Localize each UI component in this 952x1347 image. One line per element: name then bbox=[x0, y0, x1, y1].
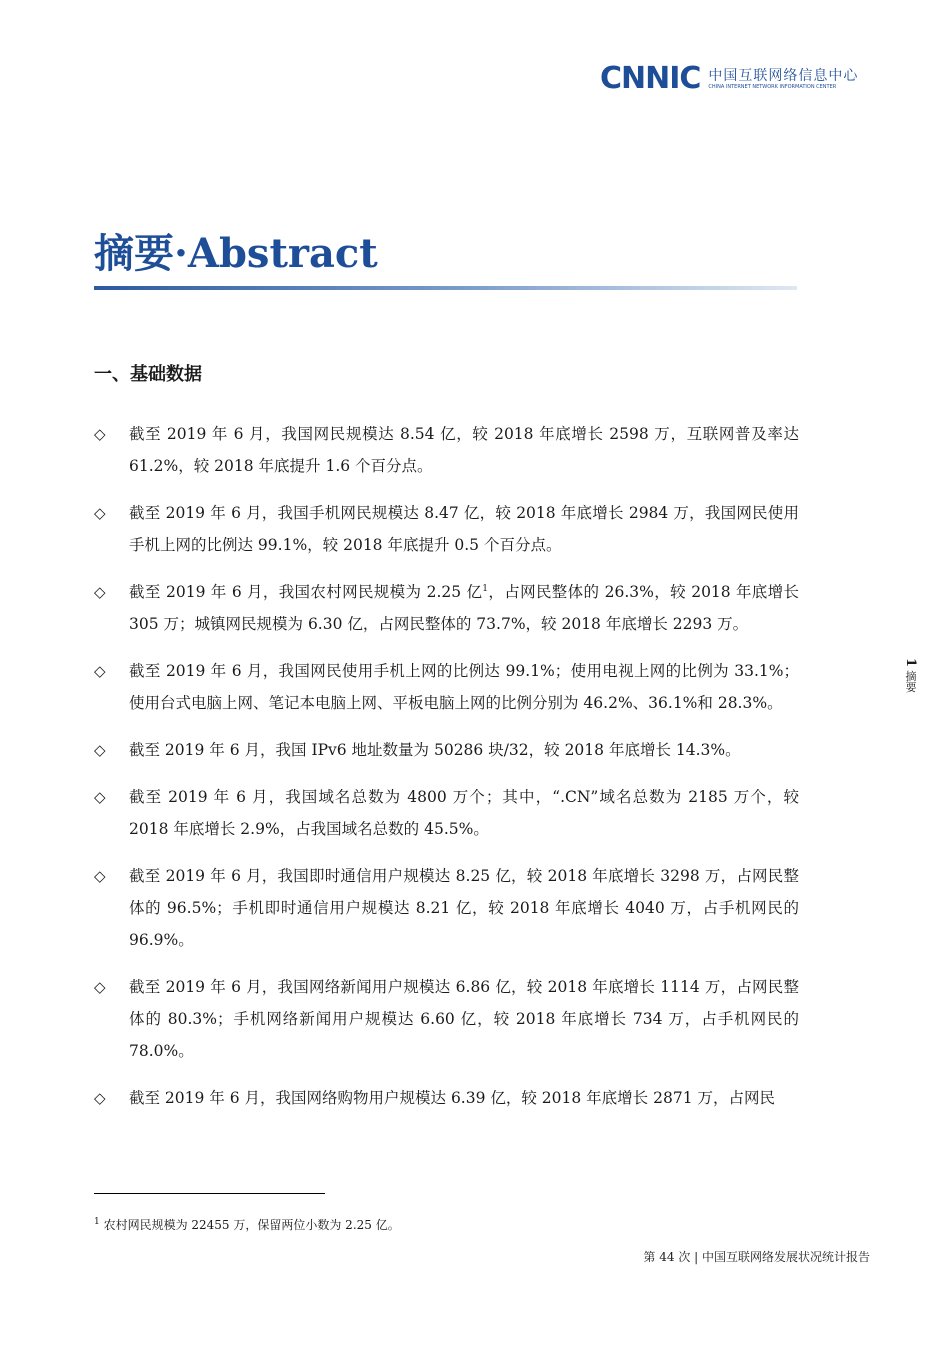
bullet-text: 截至 2019 年 6 月，我国域名总数为 4800 万个；其中，“.CN”域名总数为 2185 万个，较 2018 年底增长 2.9%，占我国域名总数的 45.5%。 bbox=[129, 788, 799, 838]
bullet-text: 截至 2019 年 6 月，我国 IPv6 地址数量为 50286 块/32，较 2018 年底增长 14.3%。 bbox=[129, 741, 741, 759]
page-footer: 第 44 次 | 中国互联网络发展状况统计报告 bbox=[643, 1250, 870, 1264]
bullet-text: ，占网民整体的 26.3%，较 2018 年底增长 305 万；城镇网民规模为 6.30 亿，占网民整体的 73.7%，较 2018 年底增长 2293 万。 bbox=[129, 583, 799, 633]
side-chapter-tab bbox=[900, 658, 920, 718]
bullet-text: 截至 2019 年 6 月，我国农村网民规模为 2.25 亿 bbox=[129, 583, 483, 601]
logo-english-name: CHINA INTERNET NETWORK INFORMATION CENTER bbox=[708, 83, 837, 90]
diamond-bullet-icon: ◇ bbox=[94, 504, 106, 522]
cnnic-logo bbox=[600, 61, 859, 96]
section-heading: 一、基础数据 bbox=[94, 364, 202, 385]
page-title: 摘要·Abstract bbox=[94, 230, 378, 277]
bullet-item bbox=[94, 860, 799, 956]
diamond-bullet-icon: ◇ bbox=[94, 741, 106, 759]
bullet-text: 截至 2019 年 6 月，我国网络新闻用户规模达 6.86 亿，较 2018 年底增长 1114 万，占网民整体的 80.3%；手机网络新闻用户规模达 6.60 亿，较 2018 年底增长 734 万，占手机网民的 78.0%。 bbox=[129, 978, 799, 1060]
diamond-bullet-icon: ◇ bbox=[94, 662, 106, 680]
diamond-bullet-icon: ◇ bbox=[94, 978, 106, 996]
bullet-list bbox=[94, 418, 799, 1129]
bullet-text: 截至 2019 年 6 月，我国网民使用手机上网的比例达 99.1%；使用电视上网的比例为 33.1%；使用台式电脑上网、笔记本电脑上网、平板电脑上网的比例分别为 46.2%、36.1%和 28.3%。 bbox=[129, 662, 799, 712]
bullet-item bbox=[94, 1082, 799, 1114]
footnote-divider bbox=[94, 1193, 325, 1194]
bullet-text: 截至 2019 年 6 月，我国网络购物用户规模达 6.39 亿，较 2018 年底增长 2871 万，占网民 bbox=[129, 1089, 775, 1107]
diamond-bullet-icon: ◇ bbox=[94, 425, 106, 443]
title-underline bbox=[94, 286, 797, 290]
logo-text bbox=[708, 68, 858, 91]
bullet-item bbox=[94, 497, 799, 561]
footnote-mark: 1 bbox=[94, 1217, 100, 1227]
bullet-item bbox=[94, 576, 799, 640]
diamond-bullet-icon: ◇ bbox=[94, 583, 106, 601]
bullet-text: 截至 2019 年 6 月，我国网民规模达 8.54 亿，较 2018 年底增长 2598 万，互联网普及率达 61.2%，较 2018 年底提升 1.6 个百分点。 bbox=[129, 425, 799, 475]
chapter-label: 摘要 bbox=[904, 670, 917, 693]
diamond-bullet-icon: ◇ bbox=[94, 788, 106, 806]
bullet-text: 截至 2019 年 6 月，我国手机网民规模达 8.47 亿，较 2018 年底增长 2984 万，我国网民使用手机上网的比例达 99.1%，较 2018 年底提升 0.5 个百分点。 bbox=[129, 504, 799, 554]
footnote-reference[interactable]: 1 bbox=[482, 583, 489, 594]
bullet-item bbox=[94, 734, 799, 766]
bullet-item bbox=[94, 971, 799, 1067]
logo-chinese-name: 中国互联网络信息中心 bbox=[708, 67, 859, 84]
bullet-item bbox=[94, 781, 799, 845]
bullet-item bbox=[94, 655, 799, 719]
chapter-number: 1 bbox=[903, 658, 918, 668]
diamond-bullet-icon: ◇ bbox=[94, 1089, 106, 1107]
footnote bbox=[94, 1216, 400, 1234]
diamond-bullet-icon: ◇ bbox=[94, 867, 106, 885]
bullet-item bbox=[94, 418, 799, 482]
logo-mark: CNNIC bbox=[600, 61, 701, 96]
footnote-text: 农村网民规模为 22455 万，保留两位小数为 2.25 亿。 bbox=[103, 1218, 400, 1232]
bullet-text: 截至 2019 年 6 月，我国即时通信用户规模达 8.25 亿，较 2018 年底增长 3298 万，占网民整体的 96.5%；手机即时通信用户规模达 8.21 亿，较 2018 年底增长 4040 万，占手机网民的 96.9%。 bbox=[129, 867, 799, 949]
